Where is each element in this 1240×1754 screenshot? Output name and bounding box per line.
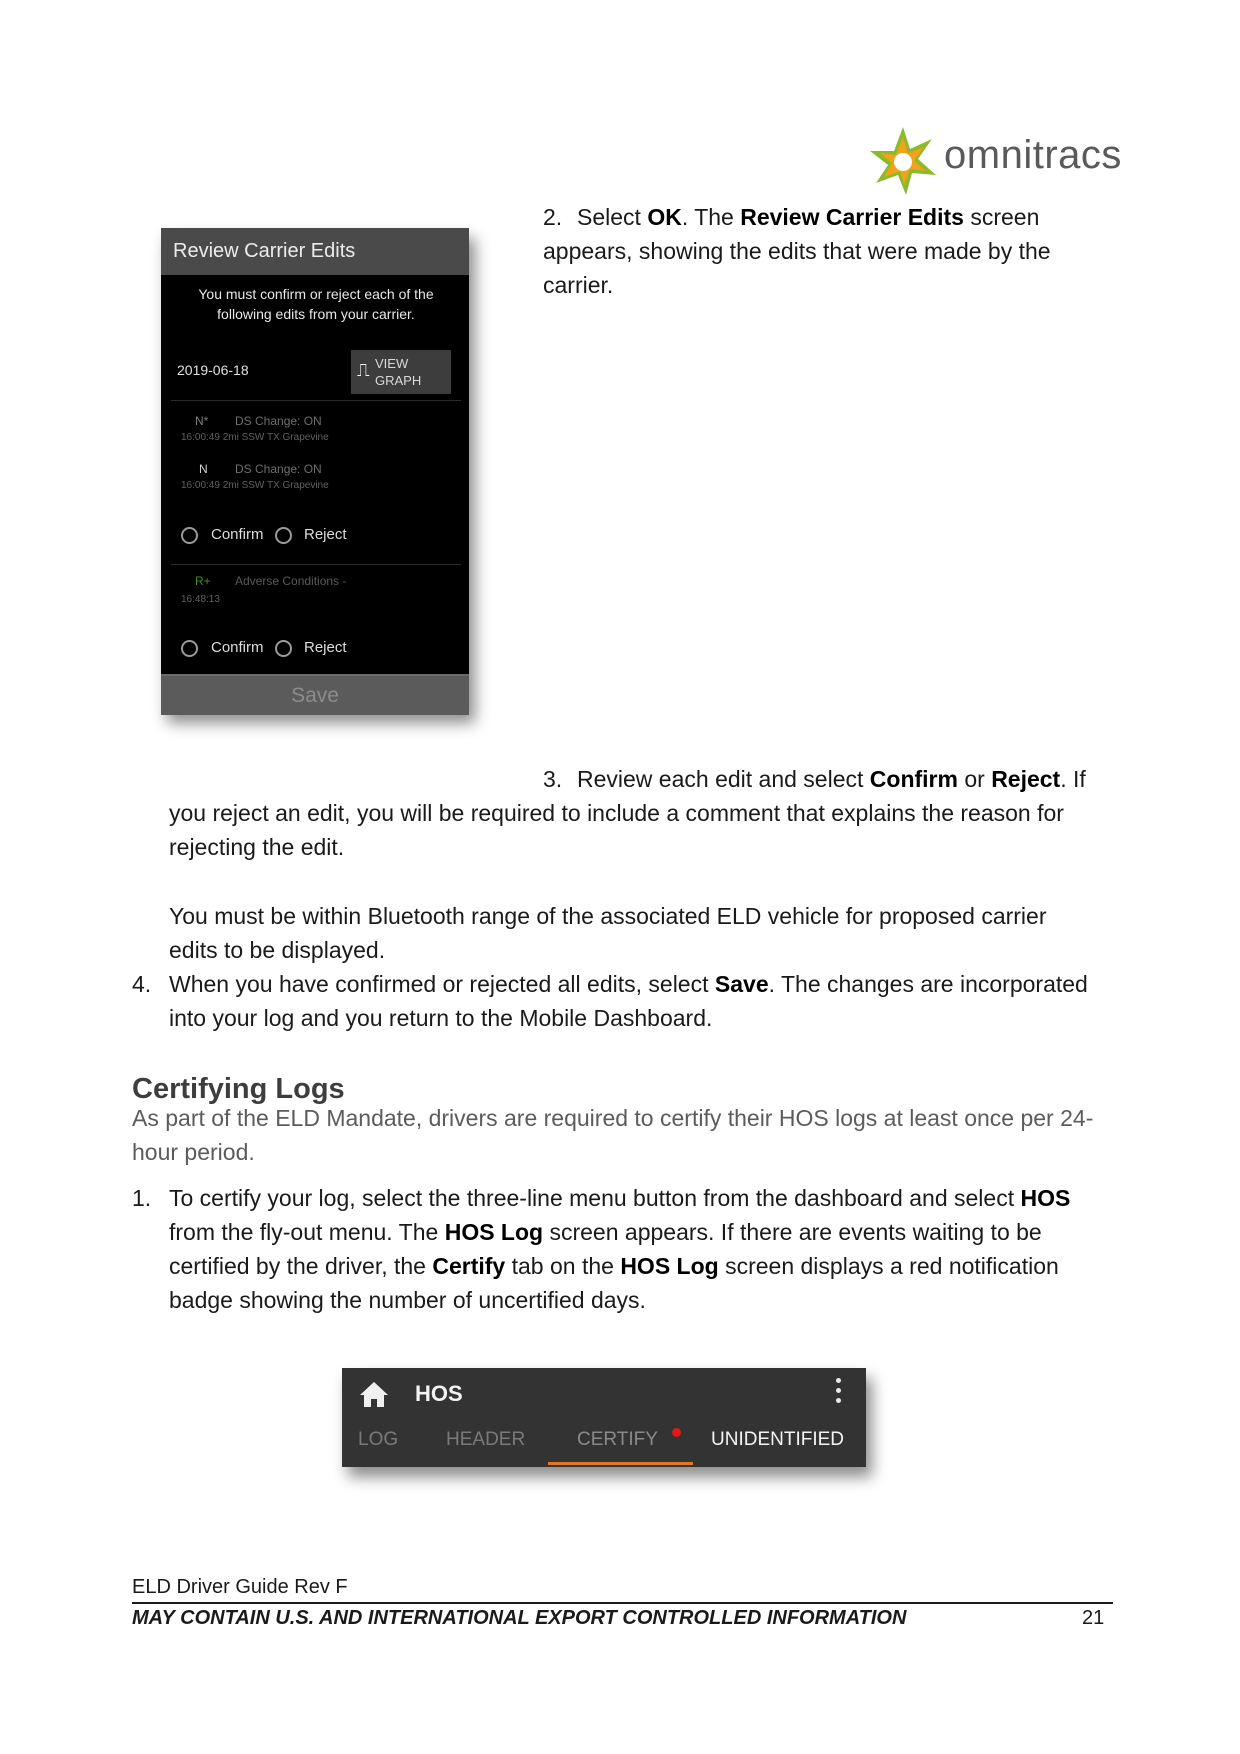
step3-pre: Review each edit and select (577, 766, 870, 792)
overflow-menu-icon[interactable] (835, 1378, 843, 1410)
screen-title: Review Carrier Edits (173, 240, 356, 262)
active-tab-indicator (548, 1462, 693, 1465)
cert-l3-mid: tab on the (505, 1253, 621, 1279)
reject-label: Reject (304, 526, 347, 543)
message-line-1: You must confirm or reject each of the (198, 286, 434, 302)
cert-step1-line2 (169, 1215, 1042, 1249)
step3-line1 (577, 762, 1086, 796)
event-sub: 16:48:13 (181, 594, 220, 605)
view-graph-button[interactable] (351, 350, 451, 394)
cert-l3-post: screen displays a red notification (718, 1253, 1059, 1279)
event-code: R+ (195, 574, 211, 588)
hos-title: HOS (415, 1381, 463, 1406)
event-sub: 16:00:49 2mi SSW TX Grapevine (181, 480, 329, 491)
event-sub: 16:00:49 2mi SSW TX Grapevine (181, 432, 329, 443)
event-text: DS Change: ON (235, 414, 322, 428)
reject-radio[interactable] (275, 640, 292, 657)
step2-number: 2. (543, 204, 563, 230)
logo-wordmark: omnitracs (944, 133, 1122, 177)
event-code: N (199, 462, 208, 476)
step4-pre: When you have confirmed or rejected all edits, select (169, 971, 715, 997)
step3-post: . If (1060, 766, 1086, 792)
reject-radio[interactable] (275, 527, 292, 544)
hos-log-screenshot (342, 1368, 866, 1467)
confirm-radio[interactable] (181, 527, 198, 544)
step2-mid: . The (681, 204, 741, 230)
confirm-radio[interactable] (181, 640, 198, 657)
footer-rule (132, 1602, 1113, 1604)
step2-pre: Select (577, 204, 648, 230)
notification-badge (672, 1428, 681, 1437)
cert-l3-pre: certified by the driver, the (169, 1253, 433, 1279)
step3-line3: rejecting the edit. (169, 834, 345, 860)
event-text: Adverse Conditions - (235, 574, 347, 588)
omnitracs-logo (868, 125, 1122, 197)
tab-certify[interactable]: CERTIFY (577, 1429, 658, 1450)
step3-or: or (957, 766, 992, 792)
cert-l2-pre: from the fly-out menu. The (169, 1219, 445, 1245)
bluetooth-note-line1: You must be within Bluetooth range of the associated ELD vehicle for proposed carrier (169, 903, 1047, 929)
message-line-2: following edits from your carrier. (217, 306, 415, 322)
step4-number: 4. (132, 971, 152, 997)
step2-post: screen (963, 204, 1040, 230)
section-heading: Certifying Logs (132, 1073, 345, 1105)
save-button[interactable]: Save (161, 674, 469, 715)
section-intro-line1: As part of the ELD Mandate, drivers are required to certify their HOS logs at least once per 24- (132, 1105, 1094, 1131)
tab-header[interactable]: HEADER (446, 1429, 526, 1450)
step2-line1 (577, 200, 1039, 234)
confirm-label: Confirm (211, 526, 264, 543)
cert-step1-number: 1. (132, 1185, 152, 1211)
omnitracs-star-icon (868, 125, 938, 197)
step2-line3: carrier. (543, 272, 614, 298)
footer-doc-title: ELD Driver Guide Rev F (132, 1576, 348, 1598)
view-graph-label-1: VIEW (375, 356, 409, 371)
view-graph-label-2: GRAPH (375, 373, 422, 388)
event-code: N* (195, 414, 209, 428)
certify-term: Certify (432, 1253, 506, 1279)
section-intro-line2: hour period. (132, 1139, 255, 1165)
review-carrier-edits-screenshot (161, 228, 469, 713)
cert-l2-post: screen appears. If there are events waiting to be (543, 1219, 1042, 1245)
confirm-label: Confirm (211, 639, 264, 656)
home-icon[interactable] (358, 1380, 390, 1408)
save-term: Save (714, 971, 769, 997)
cert-step1-line4: badge showing the number of uncertified days. (169, 1287, 646, 1313)
divider (171, 400, 461, 401)
screen-title-bar (161, 228, 469, 275)
review-carrier-edits-term: Review Carrier Edits (740, 204, 964, 230)
step4-post: . The changes are incorporated (768, 971, 1088, 997)
reject-label: Reject (304, 639, 347, 656)
tab-log[interactable]: LOG (358, 1429, 399, 1450)
step3-line2: you reject an edit, you will be required to include a comment that explains the reason for (169, 800, 1064, 826)
instruction-message (171, 284, 461, 324)
hos-log-term: HOS Log (620, 1253, 719, 1279)
tab-unidentified[interactable]: UNIDENTIFIED (711, 1429, 844, 1450)
event-text: DS Change: ON (235, 462, 322, 476)
cert-step1-line1 (169, 1181, 1070, 1215)
ok-term: OK (647, 204, 682, 230)
bluetooth-note-line2: edits to be displayed. (169, 937, 386, 963)
graph-icon: ⎍ (357, 360, 370, 380)
page-number: 21 (1082, 1607, 1105, 1629)
cert-l1-pre: To certify your log, select the three-line menu button from the dashboard and select (169, 1185, 1021, 1211)
step3-number: 3. (543, 766, 563, 792)
confirm-term: Confirm (869, 766, 958, 792)
step4-line1 (169, 967, 1088, 1001)
step2-line2: appears, showing the edits that were made by the (543, 238, 1051, 264)
reject-term: Reject (991, 766, 1061, 792)
divider (171, 564, 461, 565)
edit-date: 2019-06-18 (177, 362, 249, 378)
hos-term: HOS (1020, 1185, 1071, 1211)
step4-line2: into your log and you return to the Mobile Dashboard. (169, 1005, 713, 1031)
cert-step1-line3 (169, 1249, 1059, 1283)
hos-log-term: HOS Log (444, 1219, 544, 1245)
footer-export-notice: MAY CONTAIN U.S. AND INTERNATIONAL EXPORT CONTROLLED INFORMATION (132, 1607, 907, 1629)
